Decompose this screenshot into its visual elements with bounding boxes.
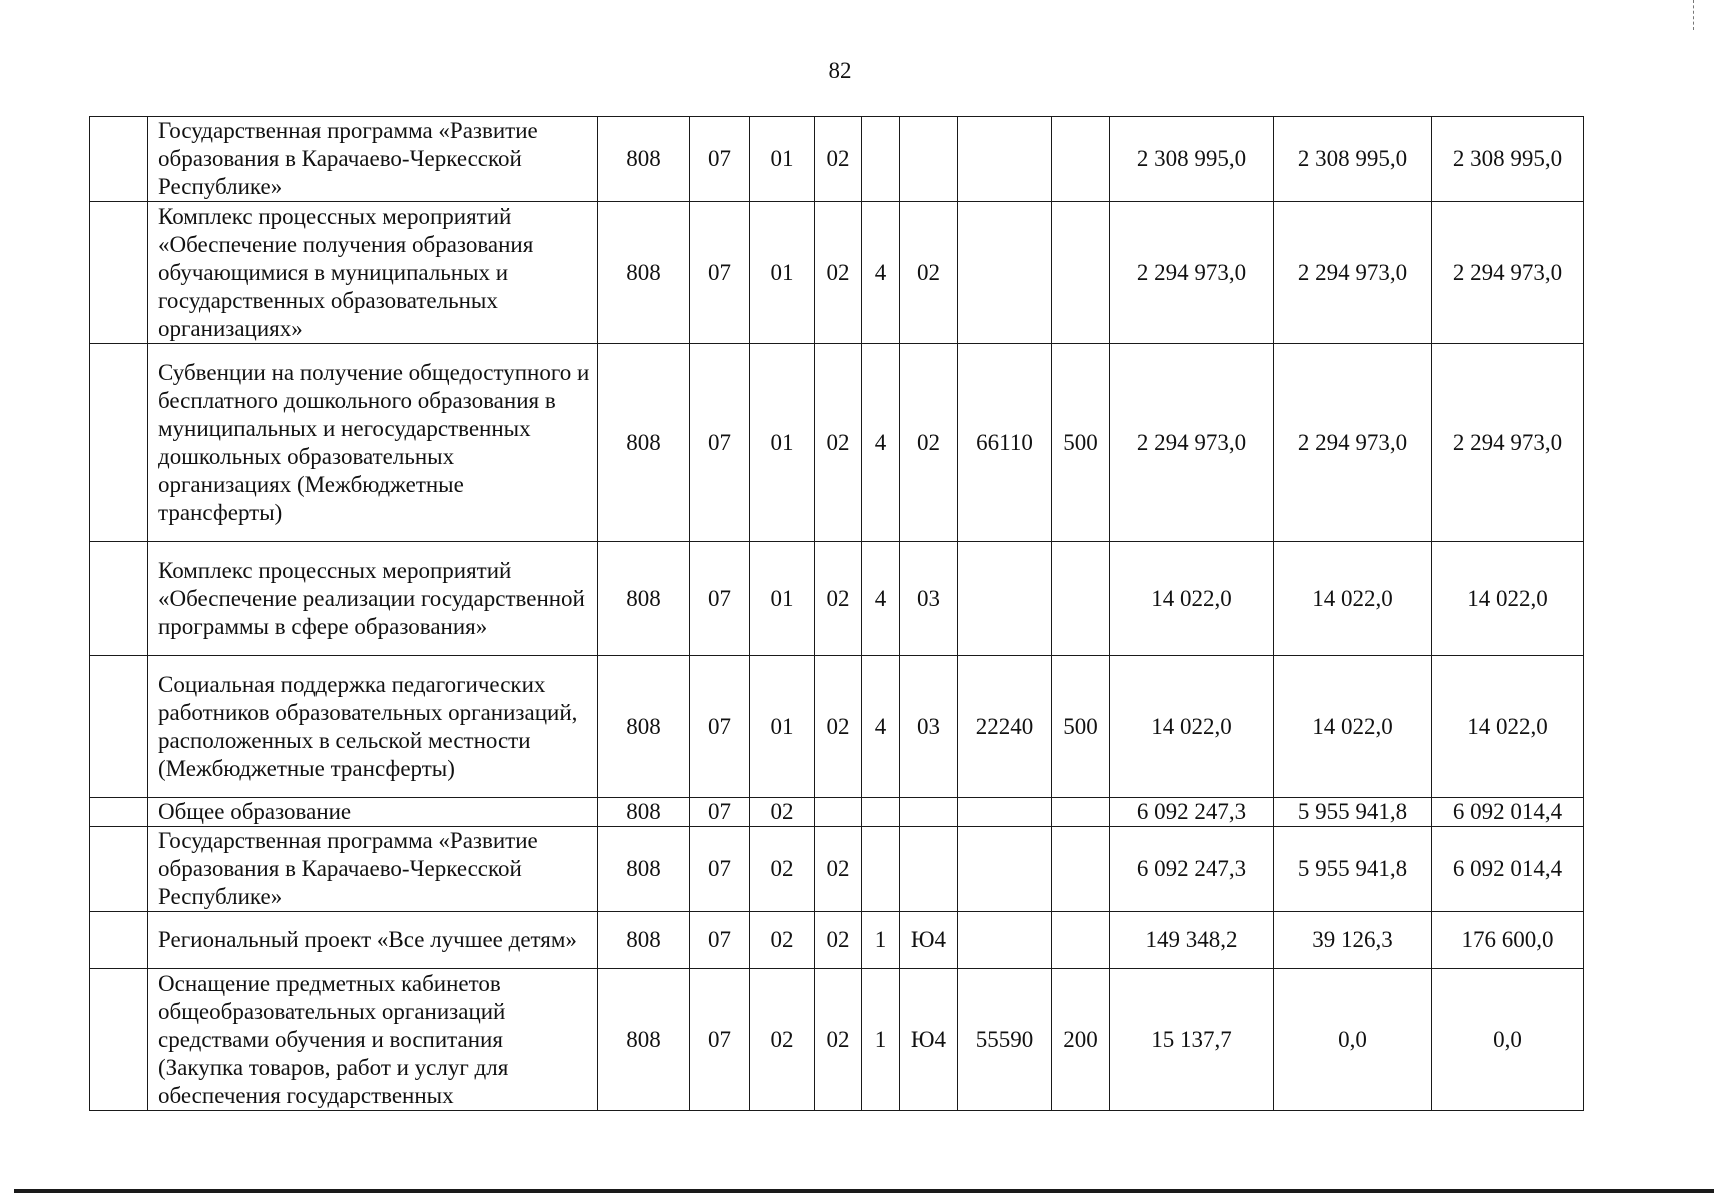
program-code: 02 xyxy=(815,827,862,912)
row-mark-cell xyxy=(90,656,148,798)
program-type-code: 1 xyxy=(862,969,900,1111)
amount-year-2: 2 294 973,0 xyxy=(1274,344,1432,542)
section-code: 07 xyxy=(690,117,750,202)
program-type-code: 4 xyxy=(862,202,900,344)
expense-type-code: 500 xyxy=(1052,656,1110,798)
program-type-code: 4 xyxy=(862,344,900,542)
expense-type-code xyxy=(1052,542,1110,656)
row-mark-cell xyxy=(90,117,148,202)
structural-element-code xyxy=(900,798,958,827)
subsection-code: 02 xyxy=(750,827,815,912)
amount-year-3: 0,0 xyxy=(1432,969,1584,1111)
amount-year-3: 6 092 014,4 xyxy=(1432,827,1584,912)
section-code: 07 xyxy=(690,827,750,912)
amount-year-1: 2 294 973,0 xyxy=(1110,344,1274,542)
item-name: Государственная программа «Развитие образования в Карачаево-Черкесской Республике» xyxy=(148,827,598,912)
table-row xyxy=(90,969,1584,1111)
structural-element-code: 02 xyxy=(900,344,958,542)
item-name: Комплекс процессных мероприятий «Обеспечение реализации государственной программы в сфере образования» xyxy=(148,542,598,656)
item-name: Региональный проект «Все лучшее детям» xyxy=(148,912,598,969)
amount-year-3: 2 294 973,0 xyxy=(1432,344,1584,542)
structural-element-code: 03 xyxy=(900,656,958,798)
admin-code: 808 xyxy=(598,969,690,1111)
program-type-code: 1 xyxy=(862,912,900,969)
program-type-code xyxy=(862,827,900,912)
structural-element-code xyxy=(900,827,958,912)
row-mark-cell xyxy=(90,798,148,827)
expense-type-code xyxy=(1052,798,1110,827)
subsection-code: 02 xyxy=(750,798,815,827)
amount-year-3: 14 022,0 xyxy=(1432,656,1584,798)
expense-type-code xyxy=(1052,117,1110,202)
amount-year-3: 176 600,0 xyxy=(1432,912,1584,969)
admin-code: 808 xyxy=(598,542,690,656)
direction-code xyxy=(958,202,1052,344)
section-code: 07 xyxy=(690,542,750,656)
subsection-code: 01 xyxy=(750,656,815,798)
amount-year-1: 2 294 973,0 xyxy=(1110,202,1274,344)
expense-type-code xyxy=(1052,912,1110,969)
direction-code xyxy=(958,827,1052,912)
amount-year-3: 2 308 995,0 xyxy=(1432,117,1584,202)
admin-code: 808 xyxy=(598,827,690,912)
subsection-code: 02 xyxy=(750,912,815,969)
section-code: 07 xyxy=(690,969,750,1111)
program-code: 02 xyxy=(815,117,862,202)
direction-code: 22240 xyxy=(958,656,1052,798)
table-body xyxy=(90,117,1584,1111)
table-row xyxy=(90,912,1584,969)
page-number: 82 xyxy=(828,58,852,83)
expense-type-code: 200 xyxy=(1052,969,1110,1111)
admin-code: 808 xyxy=(598,656,690,798)
program-type-code: 4 xyxy=(862,542,900,656)
row-mark-cell xyxy=(90,542,148,656)
table-row xyxy=(90,344,1584,542)
structural-element-code: 03 xyxy=(900,542,958,656)
table-row xyxy=(90,827,1584,912)
section-code: 07 xyxy=(690,344,750,542)
row-mark-cell xyxy=(90,912,148,969)
amount-year-1: 6 092 247,3 xyxy=(1110,827,1274,912)
direction-code xyxy=(958,542,1052,656)
item-name: Социальная поддержка педагогических работников образовательных организаций, расположенных в сельской местности (Межбюджетные трансферты) xyxy=(148,656,598,798)
amount-year-3: 2 294 973,0 xyxy=(1432,202,1584,344)
amount-year-1: 2 308 995,0 xyxy=(1110,117,1274,202)
amount-year-2: 14 022,0 xyxy=(1274,542,1432,656)
row-mark-cell xyxy=(90,344,148,542)
section-code: 07 xyxy=(690,656,750,798)
direction-code: 55590 xyxy=(958,969,1052,1111)
item-name: Общее образование xyxy=(148,798,598,827)
direction-code xyxy=(958,798,1052,827)
subsection-code: 01 xyxy=(750,117,815,202)
structural-element-code: Ю4 xyxy=(900,969,958,1111)
admin-code: 808 xyxy=(598,202,690,344)
amount-year-1: 15 137,7 xyxy=(1110,969,1274,1111)
amount-year-1: 6 092 247,3 xyxy=(1110,798,1274,827)
section-code: 07 xyxy=(690,912,750,969)
admin-code: 808 xyxy=(598,798,690,827)
admin-code: 808 xyxy=(598,912,690,969)
page-bottom-rule xyxy=(14,1189,1714,1193)
admin-code: 808 xyxy=(598,117,690,202)
amount-year-2: 39 126,3 xyxy=(1274,912,1432,969)
table-row xyxy=(90,798,1584,827)
subsection-code: 02 xyxy=(750,969,815,1111)
table-row xyxy=(90,202,1584,344)
direction-code xyxy=(958,117,1052,202)
item-name: Комплекс процессных мероприятий «Обеспечение получения образования обучающимися в муниципальных и государственных образовательных организациях» xyxy=(148,202,598,344)
program-code: 02 xyxy=(815,344,862,542)
row-mark-cell xyxy=(90,827,148,912)
subsection-code: 01 xyxy=(750,202,815,344)
amount-year-2: 14 022,0 xyxy=(1274,656,1432,798)
amount-year-3: 6 092 014,4 xyxy=(1432,798,1584,827)
amount-year-2: 0,0 xyxy=(1274,969,1432,1111)
subsection-code: 01 xyxy=(750,542,815,656)
expense-type-code xyxy=(1052,202,1110,344)
subsection-code: 01 xyxy=(750,344,815,542)
budget-table xyxy=(89,116,1584,1111)
section-code: 07 xyxy=(690,202,750,344)
item-name: Государственная программа «Развитие образования в Карачаево-Черкесской Республике» xyxy=(148,117,598,202)
item-name: Субвенции на получение общедоступного и бесплатного дошкольного образования в муниципальных и негосударственных дошкольных образовательных организациях (Межбюджетные трансферты) xyxy=(148,344,598,542)
amount-year-1: 149 348,2 xyxy=(1110,912,1274,969)
program-code: 02 xyxy=(815,656,862,798)
row-mark-cell xyxy=(90,969,148,1111)
amount-year-3: 14 022,0 xyxy=(1432,542,1584,656)
table-row xyxy=(90,117,1584,202)
table-row xyxy=(90,656,1584,798)
program-type-code xyxy=(862,117,900,202)
item-name: Оснащение предметных кабинетов общеобразовательных организаций средствами обучения и воспитания (Закупка товаров, работ и услуг для обеспечения государственных xyxy=(148,969,598,1111)
amount-year-2: 2 294 973,0 xyxy=(1274,202,1432,344)
amount-year-1: 14 022,0 xyxy=(1110,656,1274,798)
section-code: 07 xyxy=(690,798,750,827)
structural-element-code: 02 xyxy=(900,202,958,344)
scan-edge-marks xyxy=(1693,0,1697,30)
direction-code: 66110 xyxy=(958,344,1052,542)
amount-year-2: 5 955 941,8 xyxy=(1274,798,1432,827)
expense-type-code: 500 xyxy=(1052,344,1110,542)
amount-year-2: 5 955 941,8 xyxy=(1274,827,1432,912)
direction-code xyxy=(958,912,1052,969)
amount-year-2: 2 308 995,0 xyxy=(1274,117,1432,202)
structural-element-code xyxy=(900,117,958,202)
program-code: 02 xyxy=(815,912,862,969)
row-mark-cell xyxy=(90,202,148,344)
admin-code: 808 xyxy=(598,344,690,542)
program-code: 02 xyxy=(815,202,862,344)
structural-element-code: Ю4 xyxy=(900,912,958,969)
amount-year-1: 14 022,0 xyxy=(1110,542,1274,656)
program-code xyxy=(815,798,862,827)
program-type-code: 4 xyxy=(862,656,900,798)
expense-type-code xyxy=(1052,827,1110,912)
program-code: 02 xyxy=(815,969,862,1111)
table-row xyxy=(90,542,1584,656)
program-type-code xyxy=(862,798,900,827)
program-code: 02 xyxy=(815,542,862,656)
